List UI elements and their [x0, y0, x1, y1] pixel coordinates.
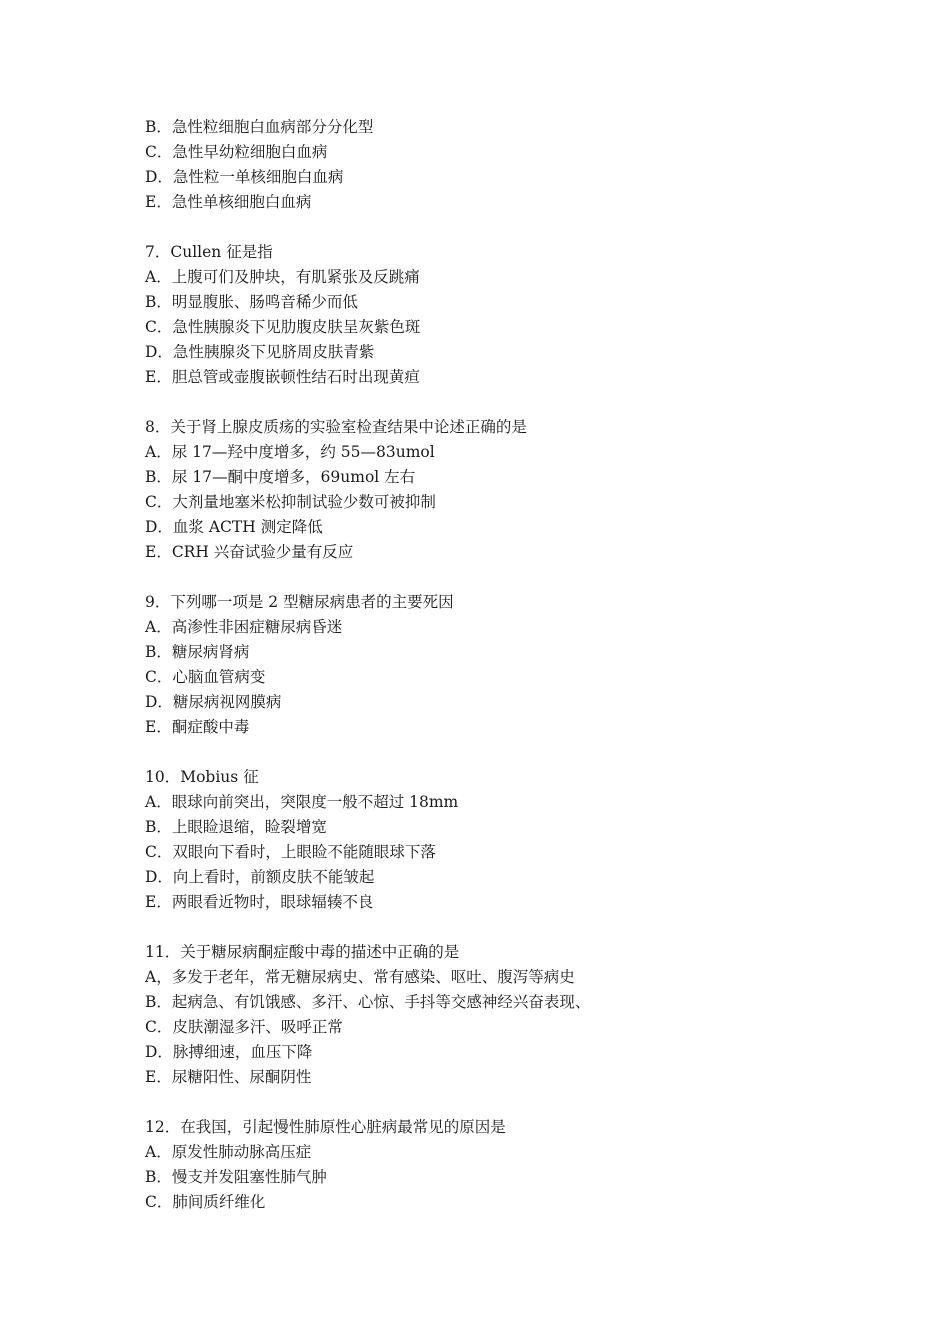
- option-e: E．CRH 兴奋试验少量有反应: [145, 543, 354, 561]
- question-block: [145, 765, 845, 915]
- option-d: D．血浆 ACTH 测定降低: [145, 518, 323, 536]
- option-a: A．原发性肺动脉高压症: [145, 1143, 312, 1161]
- option-b: B．糖尿病肾病: [145, 643, 250, 661]
- option-c: C．双眼向下看时，上眼睑不能随眼球下落: [145, 843, 436, 861]
- question-block: [145, 1115, 845, 1215]
- option-d: D．糖尿病视网膜病: [145, 693, 282, 711]
- question-8-text: 8．关于肾上腺皮质疡的实验室检查结果中论述正确的是: [145, 418, 527, 436]
- spacer: [145, 915, 845, 940]
- spacer: [145, 740, 845, 765]
- option-b: B．明显腹胀、肠鸣音稀少而低: [145, 293, 358, 311]
- option-c: C．大剂量地塞米松抑制试验少数可被抑制: [145, 493, 436, 511]
- option-a: A．眼球向前突出，突限度一般不超过 18mm: [145, 793, 459, 811]
- question-block: [145, 590, 845, 740]
- question-7-text: 7．Cullen 征是指: [145, 243, 273, 261]
- question-10-text: 10．Mobius 征: [145, 768, 259, 786]
- option-e: E．酮症酸中毒: [145, 718, 250, 736]
- option-a: A．上腹可们及肿块，有肌紧张及反跳痛: [145, 268, 420, 286]
- option-a: A．高渗性非困症糖尿病昏迷: [145, 618, 343, 636]
- option-d: D．急性粒一单核细胞白血病: [145, 168, 344, 186]
- spacer: [145, 215, 845, 240]
- option-c: C．急性早幼粒细胞白血病: [145, 143, 328, 161]
- document-page: [145, 115, 845, 1215]
- option-d: D．脉搏细速，血压下降: [145, 1043, 313, 1061]
- question-block: [145, 115, 845, 215]
- question-block: [145, 240, 845, 390]
- option-c: C．心脑血管病变: [145, 668, 266, 686]
- option-e: E．胆总管或壶腹嵌顿性结石时出现黄疸: [145, 368, 420, 386]
- option-b: B．慢支并发阻塞性肺气肿: [145, 1168, 327, 1186]
- option-c: C．肺间质纤维化: [145, 1193, 266, 1211]
- option-a: A．尿 17—羟中度增多，约 55—83umol: [145, 443, 435, 461]
- question-block: [145, 940, 845, 1090]
- question-block: [145, 415, 845, 565]
- question-11-text: 11．关于糖尿病酮症酸中毒的描述中正确的是: [145, 943, 460, 961]
- option-d: D．急性胰腺炎下见脐周皮肤青紫: [145, 343, 375, 361]
- spacer: [145, 390, 845, 415]
- spacer: [145, 1090, 845, 1115]
- option-e: E．急性单核细胞白血病: [145, 193, 312, 211]
- option-e: E．尿糖阳性、尿酮阴性: [145, 1068, 312, 1086]
- option-d: D．向上看时，前额皮肤不能皱起: [145, 868, 375, 886]
- option-c: C．急性胰腺炎下见肋腹皮肤呈灰紫色斑: [145, 318, 421, 336]
- option-a: A，多发于老年，常无糖尿病史、常有感染、呕吐、腹泻等病史: [145, 968, 575, 986]
- option-b: B．上眼睑退缩，睑裂增宽: [145, 818, 327, 836]
- question-9-text: 9．下列哪一项是 2 型糖尿病患者的主要死因: [145, 593, 454, 611]
- spacer: [145, 565, 845, 590]
- question-12-text: 12．在我国，引起慢性肺原性心脏病最常见的原因是: [145, 1118, 506, 1136]
- option-b: B．急性粒细胞白血病部分分化型: [145, 118, 374, 136]
- option-b: B．尿 17—酮中度增多，69umol 左右: [145, 468, 416, 486]
- option-e: E．两眼看近物时，眼球辐辏不良: [145, 893, 374, 911]
- option-b: B．起病急、有饥饿感、多汗、心惊、手抖等交感神经兴奋表现、: [145, 993, 591, 1011]
- option-c: C．皮肤潮湿多汗、吸呼正常: [145, 1018, 343, 1036]
